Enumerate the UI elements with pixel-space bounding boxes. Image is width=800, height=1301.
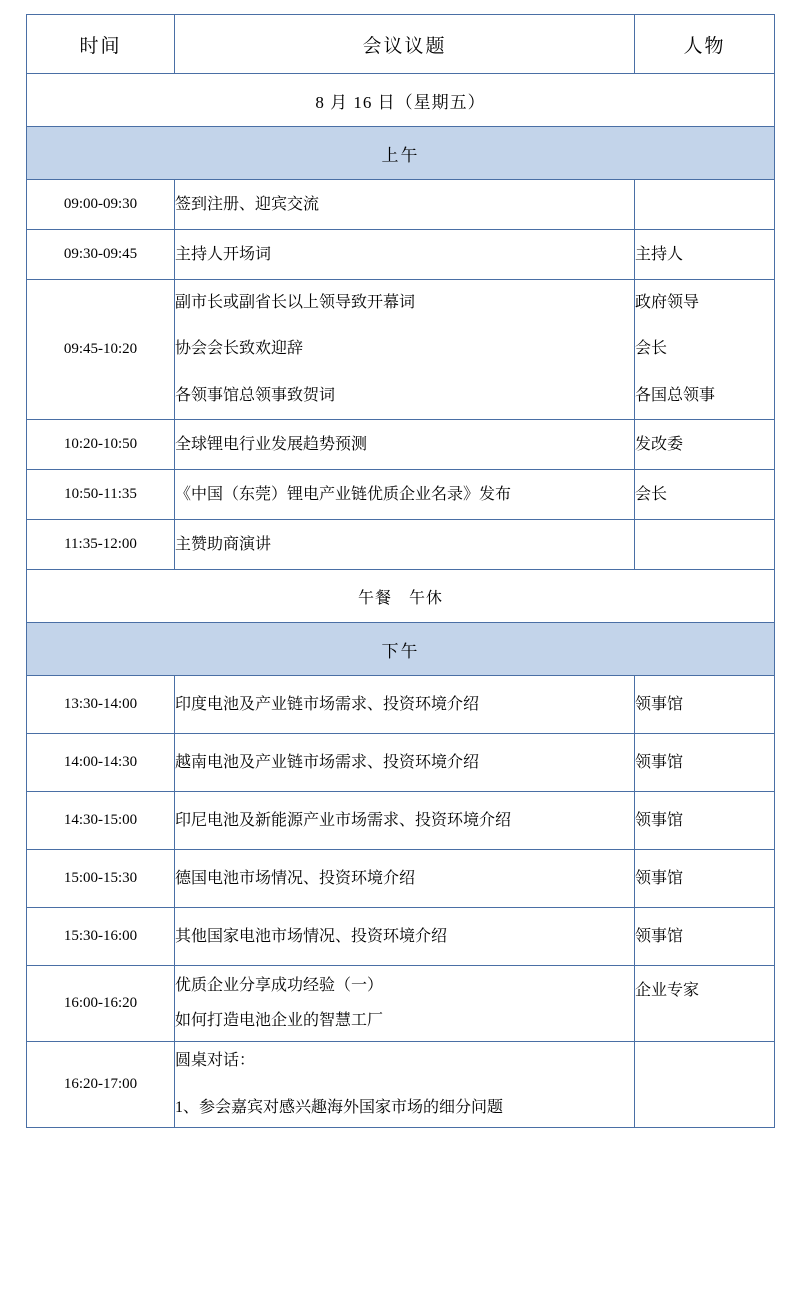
row-person: 领事馆 (635, 792, 775, 850)
row-time: 13:30-14:00 (27, 676, 175, 734)
row-time: 15:00-15:30 (27, 850, 175, 908)
column-header-time: 时间 (27, 15, 175, 74)
row-person-line: 政府领导 (635, 293, 700, 311)
row-person: 企业专家 (635, 966, 775, 1042)
row-topic: 主持人开场词 (175, 230, 635, 280)
row-time: 14:30-15:00 (27, 792, 175, 850)
row-person: 发改委 (635, 420, 775, 470)
row-time: 11:35-12:00 (27, 520, 175, 570)
row-person-line: 各国总领事 (635, 386, 716, 404)
agenda-table (26, 14, 775, 1128)
row-topic: 印度电池及产业链市场需求、投资环境介绍 (175, 676, 635, 734)
morning-session-row (27, 127, 775, 180)
row-topic-line: 副市长或副省长以上领导致开幕词 (175, 293, 416, 311)
row-time: 16:20-17:00 (27, 1042, 175, 1128)
table-row (27, 420, 775, 470)
row-person: 领事馆 (635, 734, 775, 792)
row-time: 10:20-10:50 (27, 420, 175, 470)
table-row (27, 850, 775, 908)
row-topic: 《中国（东莞）锂电产业链优质企业名录》发布 (175, 470, 635, 520)
row-topic: 签到注册、迎宾交流 (175, 180, 635, 230)
row-person: 领事馆 (635, 676, 775, 734)
row-person: 领事馆 (635, 850, 775, 908)
row-topic: 印尼电池及新能源产业市场需求、投资环境介绍 (175, 792, 635, 850)
agenda-table-body (27, 15, 775, 1128)
row-topic: 越南电池及产业链市场需求、投资环境介绍 (175, 734, 635, 792)
row-topic: 德国电池市场情况、投资环境介绍 (175, 850, 635, 908)
row-time: 09:00-09:30 (27, 180, 175, 230)
row-topic-line: 优质企业分享成功经验（一） (175, 977, 384, 995)
row-topic: 全球锂电行业发展趋势预测 (175, 420, 635, 470)
day-title: 8 月 16 日（星期五） (27, 74, 775, 127)
table-row (27, 280, 775, 420)
lunch-label: 午餐 午休 (27, 570, 775, 623)
table-row (27, 792, 775, 850)
row-person-line: 会长 (635, 340, 668, 358)
row-person: 会长 (635, 470, 775, 520)
row-time: 09:45-10:20 (27, 280, 175, 420)
table-row (27, 734, 775, 792)
afternoon-session-row (27, 623, 775, 676)
table-header-row (27, 15, 775, 74)
row-topic (175, 966, 635, 1042)
session-label-morning: 上午 (27, 127, 775, 180)
session-label-afternoon: 下午 (27, 623, 775, 676)
row-topic-line: 各领事馆总领事致贺词 (175, 386, 336, 404)
row-time: 14:00-14:30 (27, 734, 175, 792)
row-topic-line: 圆桌对话： (175, 1052, 256, 1070)
row-time: 10:50-11:35 (27, 470, 175, 520)
row-person: 主持人 (635, 230, 775, 280)
table-row (27, 966, 775, 1042)
row-time: 15:30-16:00 (27, 908, 175, 966)
row-topic-line: 如何打造电池企业的智慧工厂 (175, 1011, 384, 1029)
day-title-row (27, 74, 775, 127)
row-time: 16:00-16:20 (27, 966, 175, 1042)
row-person (635, 1042, 775, 1128)
table-row (27, 180, 775, 230)
row-person (635, 280, 775, 420)
column-header-topic: 会议议题 (175, 15, 635, 74)
table-row (27, 470, 775, 520)
row-person (635, 180, 775, 230)
table-row (27, 1042, 775, 1128)
row-person: 领事馆 (635, 908, 775, 966)
lunch-row (27, 570, 775, 623)
row-topic-line: 协会会长致欢迎辞 (175, 340, 304, 358)
row-topic (175, 280, 635, 420)
row-person (635, 520, 775, 570)
table-row (27, 520, 775, 570)
table-row (27, 230, 775, 280)
row-topic-line: 1、参会嘉宾对感兴趣海外国家市场的细分问题 (175, 1098, 504, 1116)
row-time: 09:30-09:45 (27, 230, 175, 280)
column-header-person: 人物 (635, 15, 775, 74)
table-row (27, 908, 775, 966)
row-topic: 主赞助商演讲 (175, 520, 635, 570)
row-topic (175, 1042, 635, 1128)
row-topic: 其他国家电池市场情况、投资环境介绍 (175, 908, 635, 966)
table-row (27, 676, 775, 734)
